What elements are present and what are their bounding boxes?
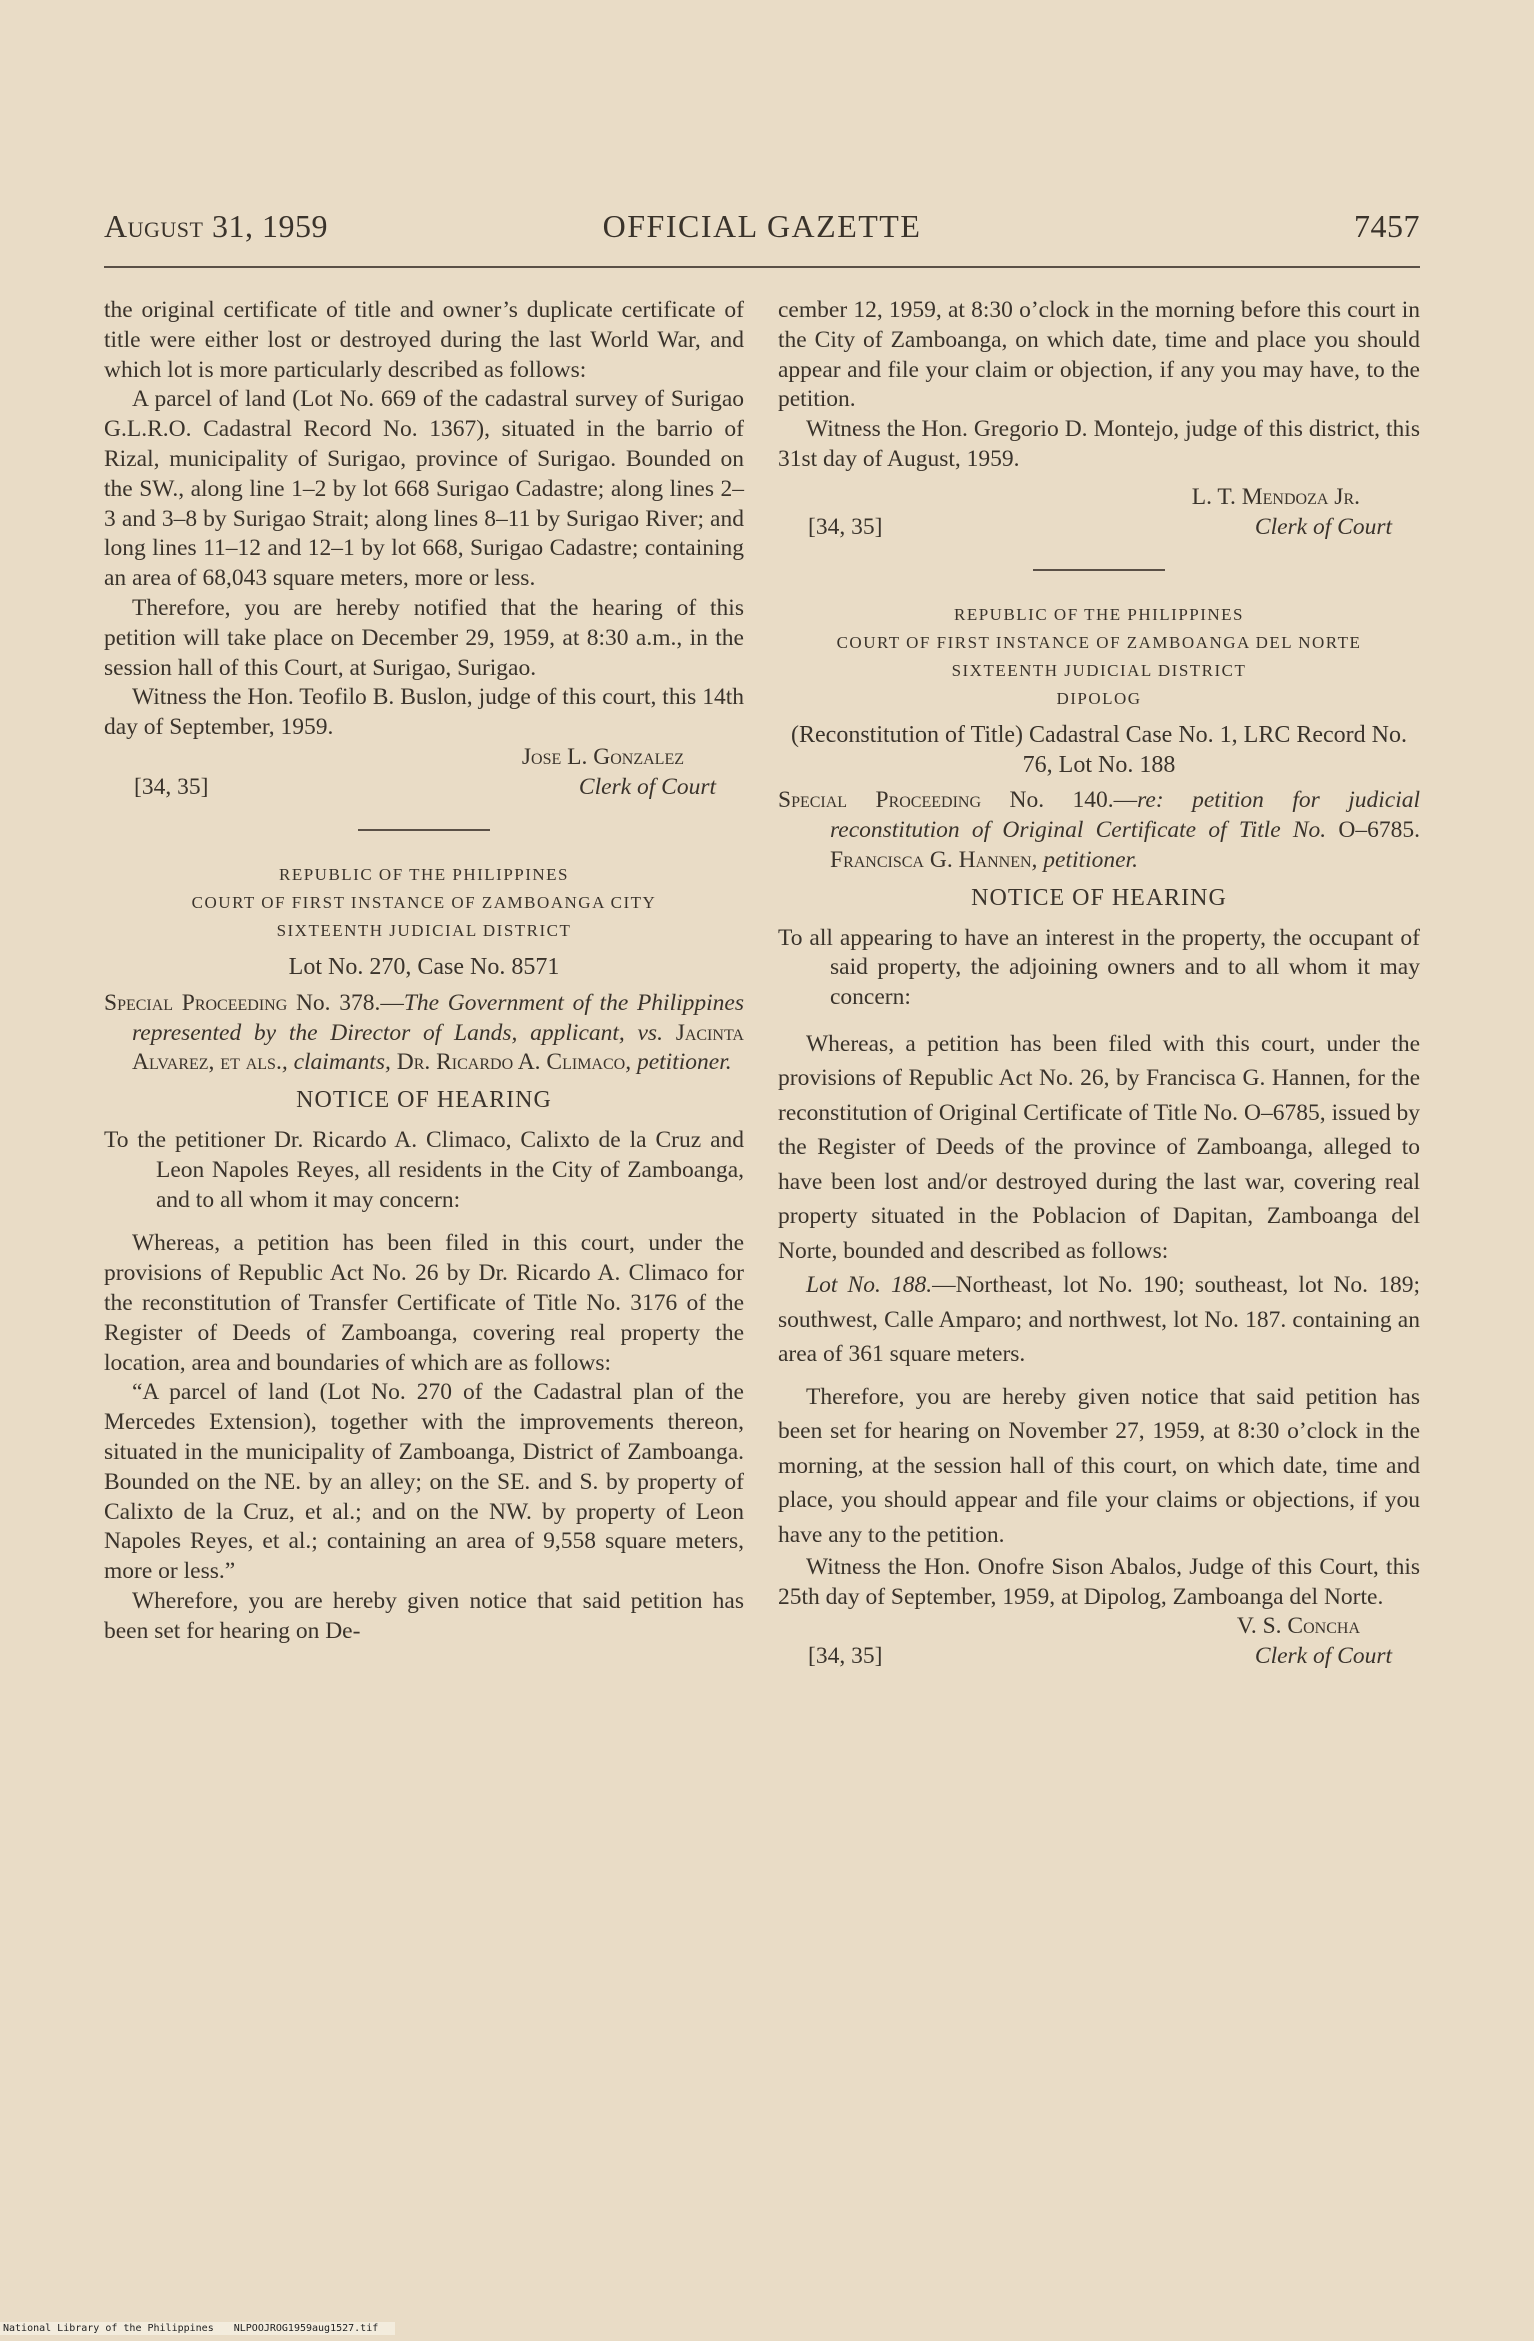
paragraph: the original certificate of title and owner’s duplicate certificate of title were either lost or destroyed during the last World War, and which lot is more particularly described as follows: <box>104 297 744 383</box>
sp-text: , claimants, <box>281 1049 397 1076</box>
court-heading-line: DIPOLOG <box>1056 688 1142 708</box>
left-column <box>104 296 744 1646</box>
paragraph: Wherefore, you are hereby given notice that said petition has been set for hearing on De- <box>104 1587 744 1644</box>
signature-block <box>104 743 744 803</box>
court-heading <box>104 861 744 945</box>
paragraph: Witness the Hon. Teofilo B. Buslon, judge of this court, this 14th day of September, 1959. <box>104 684 744 741</box>
paragraph: Witness the Hon. Onofre Sison Abalos, Judge of this Court, this 25th day of September, 1959, at Dipolog, Zamboanga del Norte. <box>778 1554 1420 1611</box>
signatory-name: L. T. Mendoza Jr. <box>1191 483 1360 510</box>
notice-heading: NOTICE OF HEARING <box>971 884 1227 911</box>
lot-label: Lot No. 188. <box>806 1272 933 1299</box>
sp-text: , petitioner. <box>625 1049 732 1076</box>
sp-text: The Government of the Philippines represented by the Director of Lands, applicant, vs. <box>132 989 744 1046</box>
signatory-name: V. S. Concha <box>1236 1613 1360 1640</box>
issue-reference: [34, 35] <box>808 513 883 540</box>
paragraph: Whereas, a petition has been filed with this court, under the provisions of Republic Act No. 26, by Francisca G. Hannen, for the reconstitution of Original Certificate of Title No. O–6785, issued by the Register of Deeds of the province of Zamboanga, alleged to have been lost and/or destroyed during the last war, covering real property situated in the Poblacion of Dapitan, Zamboanga del Norte, bounded and described as follows: <box>778 1030 1420 1264</box>
signature-block <box>778 483 1420 543</box>
court-heading-line: SIXTEENTH JUDICIAL DISTRICT <box>951 660 1247 680</box>
sp-party: Jacinta Alvarez, et als. <box>132 1019 744 1076</box>
sp-title-number: O–6785. <box>1338 817 1420 844</box>
scan-footer <box>0 2322 395 2335</box>
right-column <box>778 296 1420 1672</box>
header-title: OFFICIAL GAZETTE <box>602 208 922 244</box>
section-divider <box>1033 569 1165 571</box>
case-line: Lot No. 270, Case No. 8571 <box>288 953 560 980</box>
sp-label: Special Proceeding <box>104 989 288 1016</box>
signatory-title: Clerk of Court <box>578 773 716 800</box>
court-heading-line: REPUBLIC OF THE PHILIPPINES <box>953 604 1245 624</box>
paragraph <box>778 1268 1420 1372</box>
court-heading <box>778 601 1420 713</box>
header-page-number: 7457 <box>1354 208 1420 244</box>
paragraph: A parcel of land (Lot No. 669 of the cadastral survey of Surigao G.L.R.O. Cadastral Record No. 1367), situated in the barrio of Rizal, municipality of Surigao, province of Surigao. Bounded on the SW., along line 1–2 by lot 668 Surigao Cadastre; along lines 2–3 and 3–8 by Surigao Strait; along lines 8–11 by Surigao River; and long lines 11–12 and 12–1 by lot 668, Surigao Cadastre; containing an area of 68,043 square meters, more or less. <box>104 386 744 592</box>
sp-number: No. 378.— <box>287 989 404 1016</box>
page-header <box>104 208 1420 260</box>
signatory-title: Clerk of Court <box>1254 513 1392 540</box>
court-heading-line: SIXTEENTH JUDICIAL DISTRICT <box>276 920 572 940</box>
notice-heading: NOTICE OF HEARING <box>296 1087 552 1114</box>
section-divider <box>358 829 490 831</box>
lot-description: —Northeast, lot No. 190; southeast, lot No. 189; southwest, Calle Amparo; and northwest, lot No. 187. containing an area of 361 square meters. <box>778 1272 1420 1368</box>
court-heading-line: COURT OF FIRST INSTANCE OF ZAMBOANGA DEL NORTE <box>836 632 1362 652</box>
issue-reference: [34, 35] <box>134 773 209 800</box>
paragraph: Witness the Hon. Gregorio D. Montejo, judge of this district, this 31st day of August, 1959. <box>778 416 1420 472</box>
paragraph: cember 12, 1959, at 8:30 o’clock in the morning before this court in the City of Zamboanga, on which date, time and place you should appear and file your claim or objection, if any you may have, to the petition. <box>778 297 1420 413</box>
court-heading-line: REPUBLIC OF THE PHILIPPINES <box>278 864 570 884</box>
addressee: To the petitioner Dr. Ricardo A. Climaco, Calixto de la Cruz and Leon Napoles Reyes, all residents in the City of Zamboanga, and to all whom it may concern: <box>104 1126 744 1213</box>
addressee: To all appearing to have an interest in the property, the occupant of said property, the adjoining owners and to all whom it may concern: <box>778 924 1420 1011</box>
paragraph: Therefore, you are hereby notified that the hearing of this petition will take place on December 29, 1959, at 8:30 a.m., in the session hall of this Court, at Surigao, Surigao. <box>104 594 744 681</box>
issue-reference: [34, 35] <box>808 1643 883 1670</box>
sp-party: Francisca G. Hannen <box>830 846 1032 873</box>
paragraph: “A parcel of land (Lot No. 270 of the Cadastral plan of the Mercedes Extension), together with the improvements thereon, situated in the municipality of Zamboanga, District of Zamboanga. Bounded on the NE. by an alley; on the SE. and S. by property of Calixto de la Cruz, et al.; and on the NW. by property of Leon Napoles Reyes, et al.; containing an area of 9,558 square meters, more or less.” <box>104 1379 744 1585</box>
paragraph: Therefore, you are hereby given notice that said petition has been set for hearing on November 27, 1959, at 8:30 o’clock in the morning, at the session hall of this court, on which date, time and place, you should appear and file your claims or objections, if you have any to the petition. <box>778 1383 1420 1548</box>
header-rule <box>104 266 1420 268</box>
signatory-title: Clerk of Court <box>1254 1643 1392 1670</box>
signature-block <box>778 1612 1420 1672</box>
case-line: (Reconstitution of Title) Cadastral Case No. 1, LRC Record No. 76, Lot No. 188 <box>791 721 1407 778</box>
sp-text: re: petition for judicial reconstitution of Original Certificate of Title No. <box>830 787 1421 844</box>
sp-label: Special Proceeding <box>778 787 982 814</box>
sp-party: Dr. Ricardo A. Climaco <box>396 1049 626 1076</box>
signatory-name: Jose L. Gonzalez <box>521 743 684 770</box>
special-proceeding <box>778 786 1420 875</box>
sp-number: No. 140.— <box>981 787 1138 814</box>
sp-text: , petitioner. <box>1031 846 1138 873</box>
paragraph: Whereas, a petition has been filed in this court, under the provisions of Republic Act No. 26 by Dr. Ricardo A. Climaco for the reconstitution of Transfer Certificate of Title No. 3176 of the Register of Deeds of Zamboanga, covering real property the location, area and boundaries of which are as follows: <box>104 1230 744 1376</box>
footer-file: NLPOOJROG1959aug1527.tif <box>233 2323 379 2334</box>
header-date: August 31, 1959 <box>104 208 328 244</box>
court-heading-line: COURT OF FIRST INSTANCE OF ZAMBOANGA CITY <box>191 892 657 912</box>
special-proceeding <box>104 989 744 1078</box>
footer-library: National Library of the Philippines <box>3 2323 214 2334</box>
